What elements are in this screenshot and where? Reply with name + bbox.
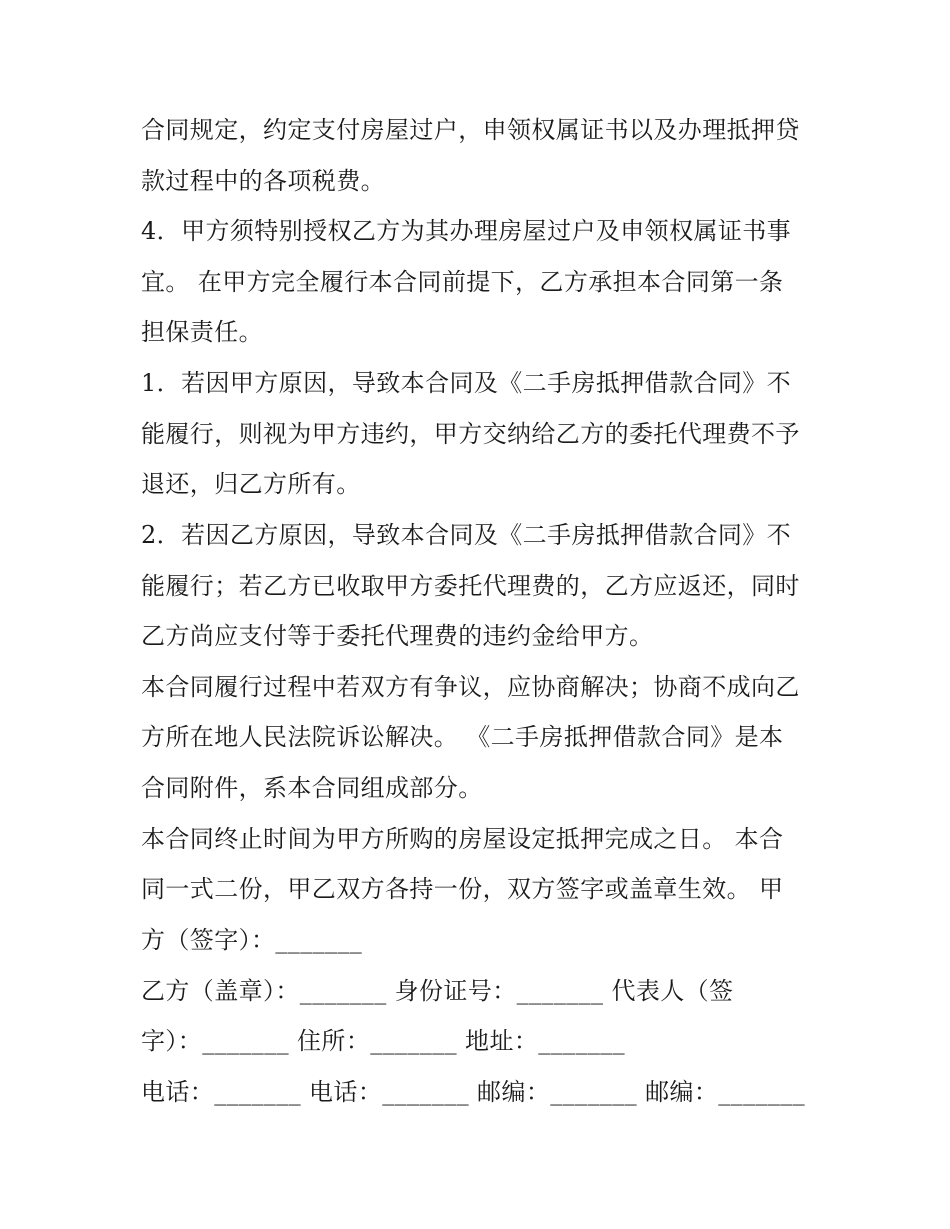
text-line: 合同附件，系本合同组成部分。: [141, 774, 483, 802]
text-line: 退还，归乙方所有。: [141, 470, 361, 498]
signature-line-party-a: 方（签字）：_______: [141, 926, 363, 954]
text-line: 乙方尚应支付等于委托代理费的违约金给甲方。: [141, 622, 654, 650]
text-line: 能履行；若乙方已收取甲方委托代理费的，乙方应返还，同时: [141, 572, 800, 600]
text-line: 1．若因甲方原因，导致本合同及《二手房抵押借款合同》不: [141, 369, 792, 397]
text-line: 能履行，则视为甲方违约，甲方交纳给乙方的委托代理费不予: [141, 420, 800, 448]
text-line: 本合同终止时间为甲方所购的房屋设定抵押完成之日。 本合: [141, 825, 784, 853]
text-line: 担保责任。: [141, 318, 263, 346]
text-line: 合同规定，约定支付房屋过户，申领权属证书以及办理抵押贷: [141, 116, 800, 144]
text-line: 2．若因乙方原因，导致本合同及《二手房抵押借款合同》不: [141, 521, 792, 549]
text-line: 宜。 在甲方完全履行本合同前提下，乙方承担本合同第一条: [141, 268, 784, 296]
signature-line-party-b: 乙方（盖章）：_______ 身份证号：_______ 代表人（签: [141, 977, 734, 1005]
text-line: 方所在地人民法院诉讼解决。 《二手房抵押借款合同》是本: [141, 723, 784, 751]
text-line: 本合同履行过程中若双方有争议，应协商解决；协商不成向乙: [141, 673, 800, 701]
text-line: 款过程中的各项税费。: [141, 167, 385, 195]
text-line: 同一式二份，甲乙双方各持一份，双方签字或盖章生效。 甲: [141, 875, 784, 903]
contact-line: 电话：_______ 电话：_______ 邮编：_______ 邮编：_______: [141, 1078, 806, 1106]
address-line: 字）：_______ 住所：_______ 地址：_______: [141, 1027, 626, 1055]
text-line: 4．甲方须特别授权乙方为其办理房屋过户及申领权属证书事: [141, 217, 792, 245]
